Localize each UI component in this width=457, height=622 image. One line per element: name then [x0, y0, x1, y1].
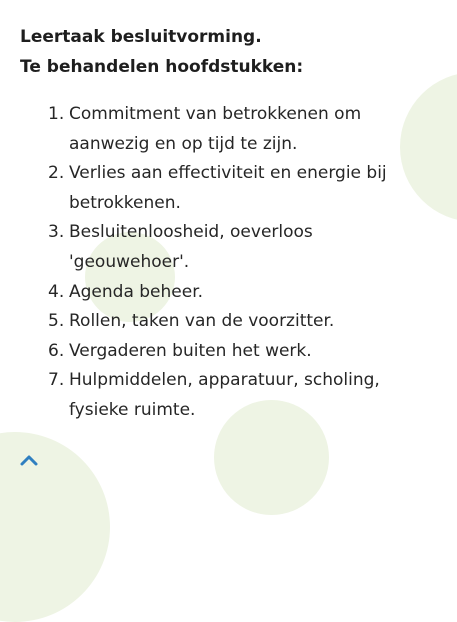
list-item-number: 2. [48, 163, 65, 184]
list-item-text: Agenda beheer. [69, 281, 204, 302]
document-subtitle: Te behandelen hoofdstukken: [20, 57, 304, 77]
list-item [48, 159, 428, 218]
list-item-text: Besluitenloosheid, oeverloos 'geouwehoer'. [69, 222, 313, 272]
list-item-number: 1. [48, 104, 65, 124]
chevron-up-icon [16, 448, 42, 472]
list-item [48, 218, 428, 277]
list-item [48, 100, 428, 159]
list-item-text: Vergaderen buiten het werk. [69, 340, 312, 361]
list-item-text: Rollen, taken van de voorzitter. [69, 311, 335, 332]
list-item-number: 4. [48, 281, 65, 302]
list-item-text: Verlies aan effectiviteit en energie bij betrokkenen. [69, 163, 387, 213]
list-item-text: Commitment van betrokkenen om aanwezig en op tijd te zijn. [69, 104, 362, 154]
list-item [48, 366, 428, 425]
list-item-number: 7. [48, 370, 65, 391]
list-item-number: 3. [48, 222, 65, 243]
list-item [48, 278, 428, 308]
list-item [48, 337, 428, 367]
list-item-number: 6. [48, 340, 65, 361]
document-title: Leertaak besluitvorming. [20, 27, 262, 47]
list-item-number: 5. [48, 311, 65, 332]
list-item-text: Hulpmiddelen, apparatuur, scholing, fysieke ruimte. [69, 370, 380, 420]
scroll-to-top-button[interactable] [16, 448, 42, 472]
list-item [48, 307, 428, 337]
chapter-list [48, 100, 428, 426]
